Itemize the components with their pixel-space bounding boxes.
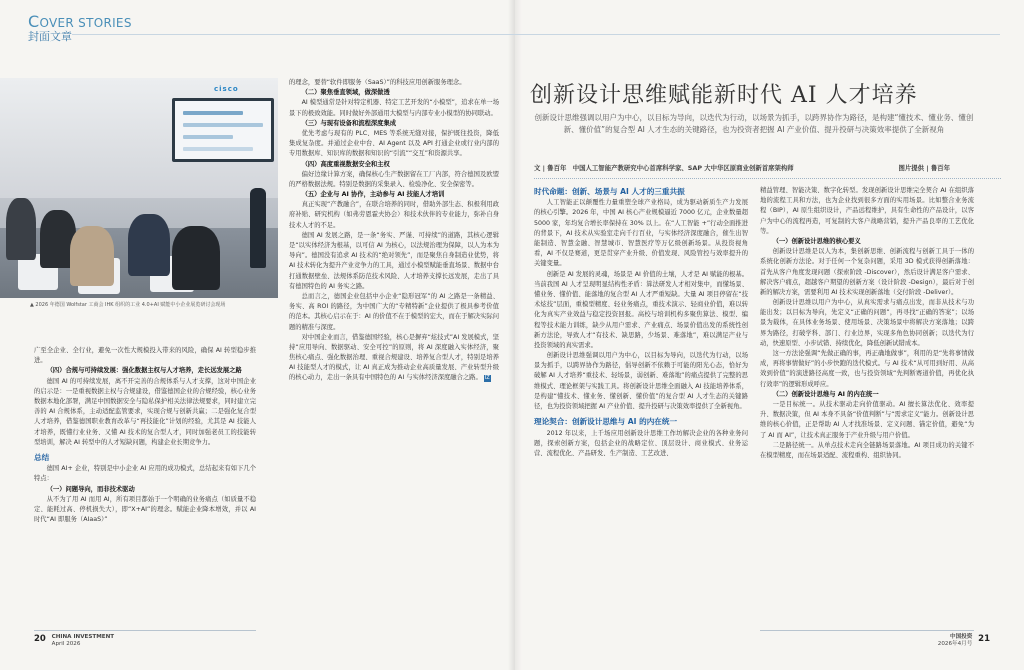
page-gutter (508, 0, 522, 670)
author-line: 文 | 鲁百年 中国人工智能产教研究中心首席科学家、SAP 大中华区原商业创新首席架构师 (534, 164, 794, 172)
paragraph: 创新设计思维是以人为本，集创新思维、创新流程与创新工具于一体的系统化创新方法论。对于任何一个复杂问题，采用 3D 模式获得创新落地：首先从客户角度发现问题（探索阶段 -Discover），然后设计满足客户需求、解决客户痛点，超越客户期望的创新方案（设计阶段 -Design），最后对于创新的解决方案，需要利用 AI 技术实现创新落地（交付阶段 -Deliver）。 (760, 248, 974, 296)
paragraph: 优先考虑与现有的 PLC、MES 等系统无缝对接，保护既往投资，降低集成复杂度。并通过企业中台、AI Agent 以及 API 打通企业或行业内部的专用数据库、知识库的数据和知识的“引流”“交互”和资源共享。 (289, 129, 499, 158)
paragraph: 德国 AI 的可持续发展，离不开完善的合规体系与人才支撑，这对中国企业的启示是：一是重视数据主权与合规建设，借鉴德国企业的合规经验，核心业务数据本地化部署，满足中国数据安全与隐私保护相关法律法规要求，同时建立完善的 AI 合规体系，主动适配监管要求，实现合规与创新共赢；二是强化复合型人才培养，借鉴德国职业教育改革与“再技能化”计划的经验，尤其是 AI 技能人才培养，既懂行业业务、又懂 AI 技术的复合型人才，同时加强老员工的技能转型培训，解决 AI 转型中的人才短缺问题，构建企业长期竞争力。 (34, 377, 256, 446)
column-left-1 (34, 346, 256, 525)
page-number-right: 21 (978, 634, 990, 644)
photo-attendee (70, 226, 114, 286)
paragraph: 的理念，要替“软件即服务（SaaS）”的科技应用创新服务理念。 (289, 79, 466, 86)
paragraph: 偏好边缘计算方案，确保核心生产数据留在工厂内部，符合德国及欧盟的严格数据法规。特别是数据的采集录入、检验净化、安全保密等。 (289, 170, 499, 188)
byline-rule (534, 178, 1001, 179)
subheading: （一）问题导向，而非技术驱动 (46, 485, 135, 493)
footer-date-en: April 2026 (51, 640, 81, 647)
screen-bar (183, 123, 263, 127)
subheading: （一）创新设计思维的核心要义 (772, 237, 861, 245)
paragraph: 二是路径统一。从单点技术走向全链路场景落地。AI 项目成功的关键不在模型精度，而在场景适配、流程重构、组织协同。 (760, 441, 974, 459)
presentation-screen (172, 98, 274, 162)
paragraph: AI 模型通常是针对特定机器、特定工艺开发的“小模型”，追求在单一场景下的极致效能。同时做好外部通用大模型与内部专业小模型的协同联动。 (289, 99, 499, 117)
column-right-2 (760, 186, 974, 461)
footer-magazine-cn: 中国投资 (949, 634, 973, 640)
column-right-1 (534, 186, 748, 459)
subheading: （四）高度重视数据安全和主权 (301, 160, 390, 168)
subheading: （二）创新设计思维与 AI 的内在统一 (772, 390, 879, 398)
section-heading: 总结 (34, 452, 50, 462)
paragraph: 2012 年以来，上千场应用创新设计思维工作坊解决企业的各种业务问题，探索创新方案，包括企业的战略定位、顶层设计、商业模式、业务运营、流程优化、产品研发、生产制造、工艺改进、 (534, 429, 748, 457)
paragraph: 创新设计思维强调以用户为中心，以目标为导向，以迭代为行动，以场景为抓手，以跨界协作为路径，倡导创新不依赖于可能的阳光心态，恰好为破解 AI 人才培养“重技术、轻场景，弱创新、难落地”的痛点提供了完整的思维模式、理论框架与实践工具。将创新设计思维全面融入 AI 技能培养体系，是构建“懂技术、懂业务、懂创新、懂价值”的复合型 AI 人才生态的关键路径，也为投资领域把握 AI 产业价值、提升投研与决策效率提供了全新视角。 (534, 352, 748, 411)
footer-right-meta (938, 634, 973, 647)
paragraph: 精益管理、智能决策、数字化转型。发现创新设计思维完全契合 AI 在组织落地的流程工具和方法，也为企业找到很多方面的实用场景。比如整合业务流程（BIP），AI 原生组织设计，产品远程维护，具有生命性的产品设计，以客户为中心的流程再造，可复制的大客户战略营销，提升产品良率的工艺优化等。 (760, 187, 974, 235)
subheading: （二）聚焦垂直领域，做深做透 (301, 89, 390, 97)
section-heading: 理论契合：创新设计思维与 AI 的内在统一 (534, 417, 678, 427)
footer-left (34, 634, 114, 647)
paragraph: 人工智能正以颠覆性力量重塑全球产业格局，成为驱动新质生产力发展的核心引擎。2026 年，中国 AI 核心产业规模逼近 7000 亿元，企业数量超 5000 家，年均复合增长率保持在 30% 以上。在“人工智能 +”行动全面推进的背景下，AI 技术从实验室走向千行百业，与实体经济深度融合，催生出智能制造、智慧金融、智慧城市、智慧医疗等万亿级创新场景。从投资视角看，AI 不仅是赛道，更是贯穿产业升级、价值发现、风险管控与效率提升的关键变量。 (534, 199, 748, 268)
article-title: 创新设计思维赋能新时代 AI 人才培养 (530, 83, 918, 108)
subheading: （四）合规与可持续发展：强化数据主权与人才培养，走长远发展之路 (46, 367, 242, 375)
subheading: （五）企业与 AI 协作，主动参与 AI 技能人才培训 (301, 191, 445, 199)
paragraph: 这一方法论强调“先做正确的事，再正确地做事”，利用的是“先将事情做成，再将事情做好”的小步快跑的迭代模式。与 AI 技术“从可用到好用、从高效到价值”的演进路径高度一致，也与投资领域“先判断赛道价值，再优化执行效率”的逻辑形成呼应。 (760, 350, 974, 388)
photo-caption: ▲ 2026 年德国 Wolfstar 工商会 IHK 组织的工业 4.0+AI 赋能中小企业展览研讨会现场 (30, 302, 226, 308)
section-header (28, 14, 132, 43)
footer-rule-left (34, 630, 256, 631)
paragraph (289, 333, 499, 384)
footer-rule-right (760, 630, 974, 631)
subheading: （三）与现有设备和流程深度集成 (301, 119, 397, 127)
footer-date-cn: 2026年4月号 (937, 640, 973, 647)
section-header-en (28, 14, 132, 30)
photo-credit: 图片提供 | 鲁百年 (898, 164, 950, 172)
article-byline (534, 163, 974, 173)
paragraph: 广至全企业、全行业，避免一次性大规模投入带来的风险，确保 AI 转型稳步推进。 (34, 347, 256, 365)
footer-right (930, 634, 990, 647)
photo-speaker (250, 188, 266, 268)
section-header-cn: 封面文章 (28, 30, 72, 43)
conference-photo (0, 78, 278, 298)
photo-attendee (172, 226, 220, 290)
page-number-left: 20 (34, 634, 46, 644)
paragraph: 从不为了用 AI 而用 AI，所有项目都始于一个明确的业务痛点（如质量不稳定、能耗过高、停机损失大），即“X+AI”的理念。赋能企业降本增效，并以 AI 时代“AI 即服务（AIaaS）” (34, 495, 256, 524)
photo-attendee (6, 198, 36, 260)
end-mark: IZ (484, 375, 490, 382)
footer-magazine-en: CHINA INVESTMENT (51, 634, 115, 640)
header-initial: C (28, 12, 40, 31)
paragraph: 总而言之，德国企业包括中小企业“隐形冠军”的 AI 之路是一条精益、务实、高 ROI 的路径，为中国广大的“专精特新”企业提供了极具参考价值的范本。其核心启示在于：AI 的价值不在于模型的宏大，而在于解决实际问题的精准与深度。 (289, 292, 499, 331)
column-left-2 (289, 78, 499, 384)
header-en-rest: OVER STORIES (39, 16, 132, 30)
paragraph: 创新设计思维以用户为中心，从真实需求与痛点出发，而非从技术与功能出发；以目标为导向，先定义“正确的问题”，再寻找“正确的答案”；以场景为载体，在具体业务场景、使用场景、决策场景中将解决方案落地；以跨界为路径，打破学科、部门、行业边界，实现多角色协同创新；以迭代为行动，快速原型、小步试错、持续优化，降低创新试错成本。 (760, 299, 974, 347)
header-rule (72, 34, 1000, 35)
paragraph: 德国 AI 发展之路，是一条“务实、严谨、可持续”的道路，其核心逻辑是“以实体经济为根基，以可信 AI 为核心，以法规治理为保障，以人为本为导向”。德国没有追求 AI 技术的“绝对领先”，而是聚焦自身制造业优势，将 AI 技术转化为提升产业竞争力的工具，通过小模型赋能垂直场景、数据中台打通数据壁垒、法规体系防范技术风险、人才培养支撑长远发展，走出了具有德国特色的 AI 务实之路。 (289, 231, 499, 290)
screen-bar (183, 111, 243, 115)
paragraph: 一是目标统一。从技术驱动走向价值驱动。AI 擅长算法优化、效率提升、数据决策，但 AI 本身不具备“价值判断”与“需求定义”能力。创新设计思维的核心价值，正是帮助 AI 人才找准场景、定义问题、锚定价值，避免“为了 AI 而 AI”，让技术真正服务于产业升级与用户价值。 (760, 400, 974, 439)
article-lead: 创新设计思维强调以用户为中心，以目标为导向，以迭代为行动，以场景为抓手，以跨界协作为路径，是构建“懂技术、懂业务、懂创新、懂价值”的复合型 AI 人才生态的关键路径，也为投资者把握 AI 产业价值、提升投研与决策效率提供了全新视角 (534, 113, 974, 135)
footer-left-meta (52, 634, 114, 647)
paragraph: 真正实现“产教融合”，在联合培养的同时，借助外部生态、积极利用政府补贴、研究机构（如弗劳恩霍夫协会）和技术伙伴的专业能力，弥补自身技术人才的不足。 (289, 201, 499, 229)
paragraph-text: 对中国企业而言，借鉴德国经验，核心是摒弃“炫技式”AI 发展模式，坚持“应用导向、数据驱动、安全可控”的原则，将 AI 深度融入实体经济，聚焦核心痛点、强化数据治理、重视合规建设、培养复合型人才，特别是培养 AI 技能型人才的模式，让 AI 真正成为推动企业高质量发展、产业转型升级的核心动力，走出一条具有中国特色的 AI 与实体经济深度融合之路。 (289, 333, 499, 382)
photo-logo: cisco (214, 85, 239, 93)
photo-attendee (128, 214, 170, 276)
screen-bar (183, 135, 233, 139)
screen-bar (183, 147, 253, 151)
paragraph: 创新是 AI 发展的灵魂，场景是 AI 价值的土壤，人才是 AI 赋能的根基。当前我国 AI 人才呈现明显结构性矛盾：算法研发人才相对集中，而懂场景、懂业务、懂价值、能落地的复合型 AI 人才严重短缺。大量 AI 项目停留在“技术炫技”层面，重模型精度、轻业务痛点，重技术演示、轻商业价值，难以转化为真实产业效益与稳定投资回报。高校与培训机构多聚焦算法、模型、编程等技术能力训练，缺少从用户需求、产业痛点、场景价值出发的系统性创新方法论，导致人才“有技术、缺思路，少场景、难落地”，难以满足产业与投资领域的真实需求。 (534, 270, 748, 349)
paragraph: 德国 AI+ 企业，特别是中小企业 AI 应用的成功模式，总结起来有如下几个特点： (34, 465, 256, 483)
section-heading: 时代命题：创新、场景与 AI 人才的三重共振 (534, 187, 685, 196)
